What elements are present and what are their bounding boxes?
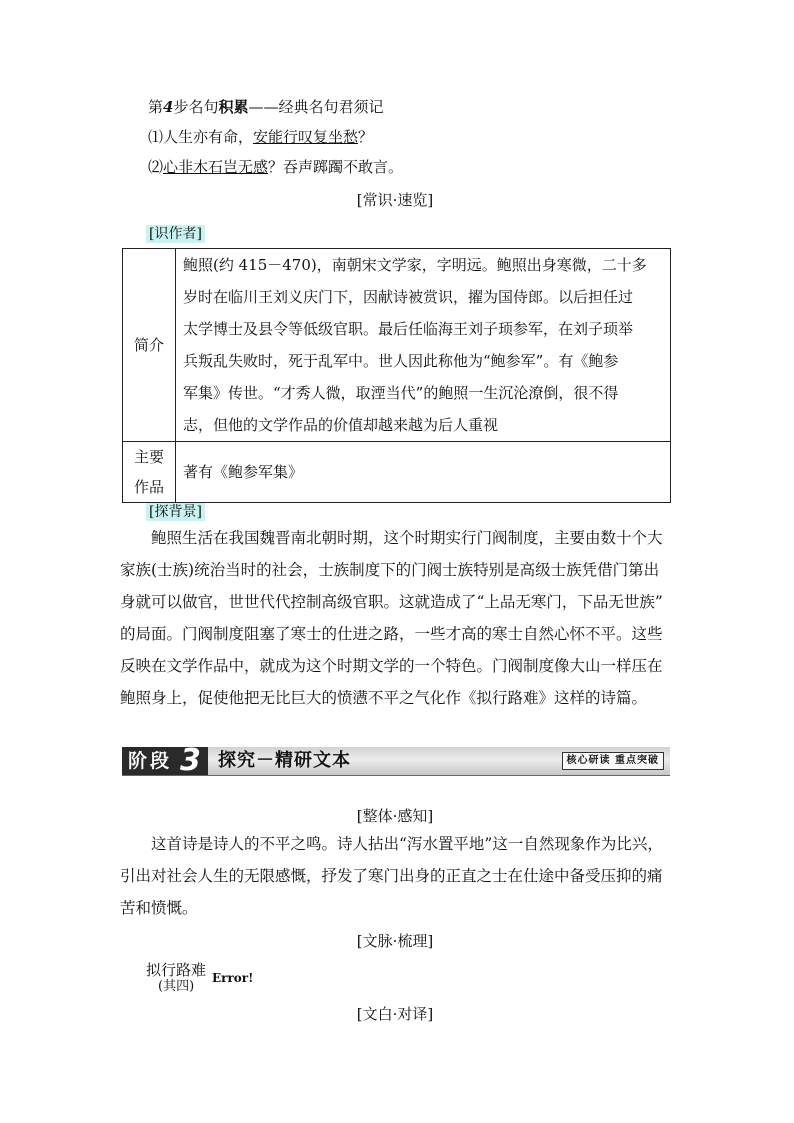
table-head-intro: 简介: [123, 249, 176, 442]
table-row: [123, 442, 671, 503]
step4-bold: 积累: [218, 98, 249, 116]
paragraph-line: 身就可以做官，世世代代控制高级官职。这就造成了“上品无寒门，下品无世族”: [120, 593, 663, 611]
paragraph-line: 家族(士族)统治当时的社会，士族制度下的门阀士族特别是高级士族凭借门第出: [120, 561, 660, 579]
intro-line: 鲍照(约 415－470)，南朝宋文学家，字明远。鲍照出身寒微，二十多: [183, 256, 647, 274]
intro-line: 兵叛乱失败时，死于乱军中。世人因此称他为“鲍参军”。有《鲍参: [183, 352, 619, 370]
intro-line: 志，但他的文学作品的价值却越来越为后人重视: [183, 416, 499, 434]
stage-box: [122, 743, 208, 778]
section-wenbai-heading: [文白·对译]: [356, 1005, 434, 1023]
author-table: [122, 248, 671, 503]
section-zhengti-heading: [整体·感知]: [356, 807, 434, 825]
paragraph-line: 苦和愤慨。: [120, 899, 198, 917]
step4-rest: ——经典名句君须记: [248, 98, 384, 116]
poem-title: 拟行路难: [146, 961, 207, 979]
works-head-line-2: 作品: [133, 478, 164, 496]
stage-label: 阶段: [128, 750, 173, 772]
step4-heading: [148, 97, 384, 117]
paragraph-line: 的局面。门阀制度阻塞了寒士的仕进之路，一些才高的寒士自然心怀不平。这些: [120, 625, 663, 643]
step4-prefix: 第: [148, 98, 164, 116]
stage-title: 探究－精研文本: [218, 750, 351, 771]
step4-mid: 步: [173, 98, 189, 116]
step4-number: 4: [163, 98, 174, 116]
quote-1-underlined: 安能行叹复坐愁: [253, 128, 359, 146]
step4-tail: 名句: [188, 98, 219, 116]
intro-line: 岁时在临川王刘义庆门下，因献诗被赏识，擢为国侍郎。以后担任过: [183, 288, 634, 306]
stage-banner: [122, 743, 670, 778]
table-cell-works: 著有《鲍参军集》: [176, 442, 671, 503]
paragraph-line: 这首诗是诗人的不平之鸣。诗人拈出“泻水置平地”这一自然现象作为比兴，: [151, 835, 663, 853]
quote-2-underlined: 心非木石岂无感: [163, 158, 269, 176]
table-row: [123, 249, 671, 442]
error-marker: Error!: [212, 971, 254, 985]
quote-2: [148, 157, 403, 177]
section-wenmai-heading: [文脉·梳理]: [356, 932, 434, 950]
intro-line: 太学博士及县令等低级官职。最后任临海王刘子顼参军，在刘子顼举: [183, 320, 634, 338]
works-head-line-1: 主要: [133, 448, 164, 466]
poem-subtitle: (其四): [158, 979, 195, 994]
quote-1-pre: ⑴人生亦有命，: [148, 128, 254, 146]
paragraph-line: 鲍照身上，促使他把无比巨大的愤懑不平之气化作《拟行路难》这样的诗篇。: [120, 689, 648, 707]
intro-line: 军集》传世。“才秀人微，取湮当代”的鲍照一生沉沦潦倒，很不得: [183, 384, 619, 402]
table-head-works: [123, 442, 176, 503]
paragraph-line: 反映在文学作品中，就成为这个时期文学的一个特色。门阀制度像大山一样压在: [120, 657, 663, 675]
zhengti-paragraph: [120, 828, 672, 924]
tag-background: [探背景]: [146, 503, 205, 521]
tag-author: [识作者]: [146, 225, 205, 243]
quote-1-post: ？: [358, 128, 374, 146]
stage-badge: 核心研读 重点突破: [562, 752, 664, 770]
paragraph-line: 鲍照生活在我国魏晋南北朝时期，这个时期实行门阀制度，主要由数十个大: [151, 529, 663, 547]
stage-number: 3: [180, 743, 201, 778]
background-paragraph: [120, 522, 672, 714]
quote-2-post: ？吞声踯躅不敢言。: [268, 158, 404, 176]
quote-2-pre: ⑵: [148, 158, 164, 176]
paragraph-line: 引出对社会人生的无限感慨，抒发了寒门出身的正直之士在仕途中备受压抑的痛: [120, 867, 663, 885]
table-cell-intro: [176, 249, 671, 442]
section-changshi-heading: [常识·速览]: [356, 191, 434, 209]
quote-1: [148, 127, 373, 147]
